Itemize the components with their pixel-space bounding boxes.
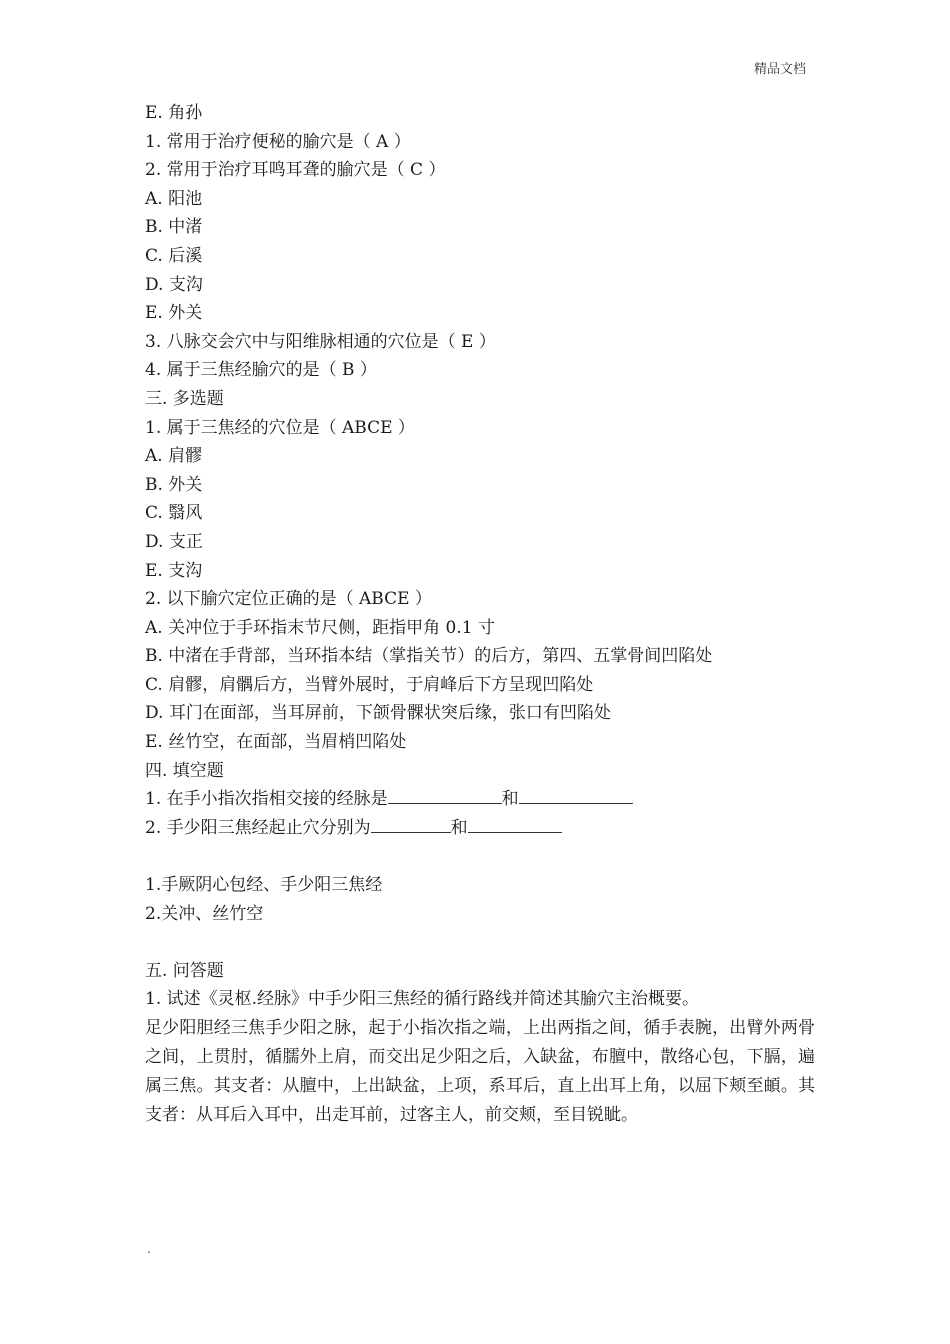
section-heading: 四. 填空题 — [145, 760, 224, 781]
text-line: 4. 属于三焦经腧穴的是（ B ） — [145, 360, 377, 381]
blank-line — [519, 788, 633, 804]
text-line: B. 中渚在手背部，当环指本结（掌指关节）的后方，第四、五掌骨间凹陷处 — [145, 646, 713, 667]
fill-blank-connector: 和 — [501, 789, 519, 810]
text-line: 1. 常用于治疗便秘的腧穴是（ A ） — [145, 131, 411, 152]
text-line: E. 支沟 — [145, 560, 203, 581]
answer-line: 1.手厥阴心包经、手少阳三焦经 — [145, 875, 383, 896]
text-line: D. 支沟 — [145, 274, 203, 295]
text-line: 1. 属于三焦经的穴位是（ ABCE ） — [145, 417, 415, 438]
text-line: B. 外关 — [145, 474, 203, 495]
header-tag: 精品文档 — [753, 62, 806, 77]
fill-blank-connector: 和 — [450, 817, 468, 838]
fill-blank-prefix: 2. 手少阳三焦经起止穴分别为 — [145, 817, 371, 838]
fill-blank-prefix: 1. 在手小指次指相交接的经脉是 — [145, 789, 388, 810]
fill-blank-question-2 — [145, 814, 825, 843]
blank-line — [371, 817, 451, 833]
essay-question: 1. 试述《灵枢.经脉》中手少阳三焦经的循行路线并简述其腧穴主治概要。 — [145, 989, 700, 1010]
essay-answer: 足少阳胆经三焦手少阳之脉，起于小指次指之端，上出两指之间，循手表腕，出臂外两骨之间，上贯肘，循臑外上肩，而交出足少阳之后，入缺盆，布膻中，散络心包，下膈，遍属三焦。其支者：从膻中，上出缺盆，上项，系耳后，直上出耳上角，以屈下颊至頔。其支者：从耳后入耳中，出走耳前，过客主人，前交颊，至目锐眦。 — [145, 1018, 815, 1125]
section-heading: 三. 多选题 — [145, 388, 224, 409]
section-heading: 五. 问答题 — [145, 960, 224, 981]
spacer — [145, 928, 825, 957]
document-body — [145, 99, 825, 1130]
footer-mark: . — [147, 1242, 151, 1256]
text-line: B. 中渚 — [145, 217, 203, 238]
text-line: E. 丝竹空，在面部，当眉梢凹陷处 — [145, 732, 407, 753]
spacer — [145, 842, 825, 871]
text-line: A. 阳池 — [145, 188, 203, 209]
text-line: D. 耳门在面部，当耳屏前，下颌骨髁状突后缘，张口有凹陷处 — [145, 703, 611, 724]
blank-line — [468, 817, 562, 833]
text-line: A. 关冲位于手环指末节尺侧，距指甲角 0.1 寸 — [145, 617, 495, 638]
text-line: C. 肩髎，肩髃后方，当臂外展时，于肩峰后下方呈现凹陷处 — [145, 674, 594, 695]
text-line: C. 翳风 — [145, 503, 203, 524]
text-line: 2. 常用于治疗耳鸣耳聋的腧穴是（ C ） — [145, 160, 446, 181]
blank-line — [388, 788, 502, 804]
text-line: E. 外关 — [145, 303, 203, 324]
text-line: C. 后溪 — [145, 245, 203, 266]
text-line: 2. 以下腧穴定位正确的是（ ABCE ） — [145, 589, 432, 610]
answer-line: 2.关冲、丝竹空 — [145, 903, 264, 924]
fill-blank-question-1 — [145, 785, 825, 814]
text-line: A. 肩髎 — [145, 446, 203, 467]
text-line: D. 支正 — [145, 531, 203, 552]
text-line: E. 角孙 — [145, 103, 203, 123]
text-line: 3. 八脉交会穴中与阳维脉相通的穴位是（ E ） — [145, 331, 496, 352]
